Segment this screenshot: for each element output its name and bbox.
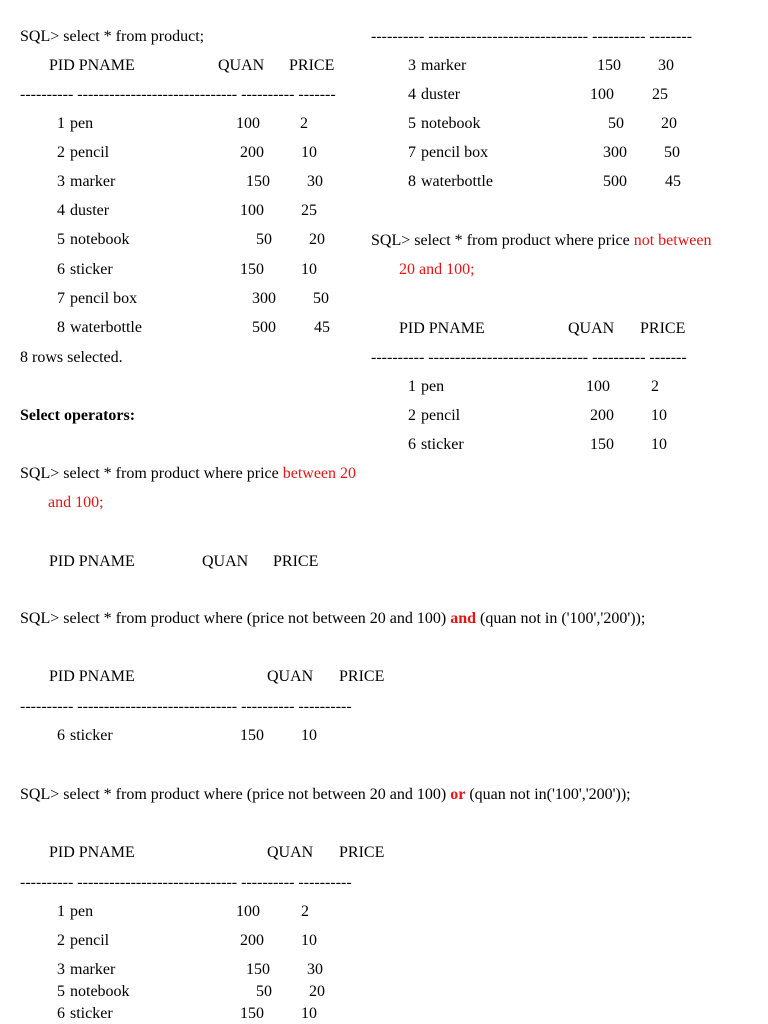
row-quan: 150 — [240, 261, 264, 278]
row-quan: 100 — [236, 115, 260, 132]
row-price: 10 — [301, 932, 317, 949]
query-select-all: SQL> select * from product; — [20, 28, 205, 45]
row-pid: 7 — [57, 290, 65, 307]
row-pid: 6 — [57, 727, 65, 744]
row-quan: 150 — [240, 727, 264, 744]
header-price: PRICE — [273, 553, 319, 570]
header-pid-pname: PID PNAME — [49, 57, 135, 74]
row-name: waterbottle — [70, 319, 142, 336]
row-name: sticker — [70, 1005, 113, 1022]
section-heading: Select operators: — [20, 407, 136, 424]
row-pid: 8 — [57, 319, 65, 336]
row-pid: 1 — [57, 903, 65, 920]
logical-operator: and — [450, 610, 477, 627]
row-pid: 5 — [57, 983, 65, 1000]
row-quan: 50 — [608, 115, 624, 132]
query-text: (quan not in('100','200')); — [465, 786, 631, 803]
row-quan: 200 — [240, 932, 264, 949]
row-price: 20 — [309, 983, 325, 1000]
row-price: 10 — [301, 144, 317, 161]
row-name: duster — [70, 202, 110, 219]
header-rule: ---------- ------------------------------ ---------- ---------- — [20, 874, 352, 891]
header-quan: QUAN — [568, 320, 615, 337]
row-quan: 50 — [256, 983, 272, 1000]
row-price: 45 — [665, 173, 681, 190]
row-quan: 300 — [252, 290, 276, 307]
highlighted-operator-continued: 20 and 100; — [399, 261, 475, 278]
row-quan: 100 — [236, 903, 260, 920]
header-pid-pname: PID PNAME — [49, 553, 135, 570]
header-price: PRICE — [339, 668, 385, 685]
row-name: pen — [70, 115, 94, 132]
row-price: 10 — [651, 436, 667, 453]
row-quan: 100 — [590, 86, 614, 103]
row-quan: 150 — [240, 1005, 264, 1022]
row-name: waterbottle — [421, 173, 493, 190]
row-quan: 150 — [246, 173, 270, 190]
highlighted-operator: not between — [633, 232, 712, 249]
header-pid-pname: PID PNAME — [399, 320, 485, 337]
query-not-between — [371, 231, 711, 251]
query-text: SQL> select * from product where (price not between 20 and 100) — [20, 786, 451, 803]
row-pid: 3 — [408, 57, 416, 74]
row-pid: 3 — [57, 173, 65, 190]
header-quan: QUAN — [218, 57, 265, 74]
row-pid: 2 — [408, 407, 416, 424]
row-price: 20 — [661, 115, 677, 132]
header-rule: ---------- ------------------------------ ---------- -------- — [371, 28, 693, 45]
query-text: SQL> select * from product where price — [20, 465, 283, 482]
row-quan: 300 — [603, 144, 627, 161]
query-text: (quan not in ('100','200')); — [476, 610, 646, 627]
row-name: notebook — [70, 231, 130, 248]
row-quan: 100 — [240, 202, 264, 219]
row-name: sticker — [70, 727, 113, 744]
row-name: pencil box — [421, 144, 489, 161]
row-pid: 6 — [57, 1005, 65, 1022]
row-name: pen — [70, 903, 94, 920]
header-price: PRICE — [640, 320, 686, 337]
row-name: marker — [70, 961, 116, 978]
header-quan: QUAN — [202, 553, 249, 570]
row-name: marker — [421, 57, 467, 74]
row-name: pencil box — [70, 290, 138, 307]
row-quan: 500 — [603, 173, 627, 190]
row-price: 10 — [301, 261, 317, 278]
rows-selected-footer: 8 rows selected. — [20, 349, 123, 366]
highlighted-operator-continued: and 100; — [48, 494, 104, 511]
header-quan: QUAN — [267, 668, 314, 685]
row-quan: 150 — [597, 57, 621, 74]
header-rule: ---------- ------------------------------ ---------- ------- — [371, 349, 687, 366]
row-price: 2 — [300, 115, 308, 132]
row-price: 10 — [301, 727, 317, 744]
row-name: sticker — [421, 436, 464, 453]
row-price: 45 — [314, 319, 330, 336]
row-name: pencil — [70, 932, 110, 949]
header-rule: ---------- ------------------------------ ---------- ------- — [20, 86, 336, 103]
header-quan: QUAN — [267, 844, 314, 861]
query-between — [20, 464, 356, 484]
row-quan: 50 — [256, 231, 272, 248]
row-price: 25 — [652, 86, 668, 103]
row-pid: 1 — [408, 378, 416, 395]
row-quan: 150 — [246, 961, 270, 978]
header-pid-pname: PID PNAME — [49, 844, 135, 861]
row-name: sticker — [70, 261, 113, 278]
row-name: pencil — [421, 407, 461, 424]
row-name: marker — [70, 173, 116, 190]
row-price: 50 — [664, 144, 680, 161]
row-quan: 200 — [590, 407, 614, 424]
row-price: 30 — [307, 173, 323, 190]
row-price: 30 — [307, 961, 323, 978]
row-pid: 8 — [408, 173, 416, 190]
row-price: 2 — [301, 903, 309, 920]
row-pid: 7 — [408, 144, 416, 161]
highlighted-operator: between 20 — [282, 465, 357, 482]
row-price: 2 — [651, 378, 659, 395]
row-pid: 2 — [57, 144, 65, 161]
row-price: 10 — [301, 1005, 317, 1022]
row-quan: 200 — [240, 144, 264, 161]
row-pid: 2 — [57, 932, 65, 949]
row-name: pencil — [70, 144, 110, 161]
row-quan: 100 — [586, 378, 610, 395]
row-pid: 6 — [57, 261, 65, 278]
row-pid: 1 — [57, 115, 65, 132]
row-name: pen — [421, 378, 445, 395]
row-pid: 6 — [408, 436, 416, 453]
query-text: SQL> select * from product where price — [371, 232, 634, 249]
row-name: notebook — [421, 115, 481, 132]
header-price: PRICE — [339, 844, 385, 861]
row-name: duster — [421, 86, 461, 103]
header-pid-pname: PID PNAME — [49, 668, 135, 685]
row-price: 20 — [309, 231, 325, 248]
row-pid: 3 — [57, 961, 65, 978]
header-rule: ---------- ------------------------------ ---------- ---------- — [20, 698, 352, 715]
logical-operator: or — [450, 786, 466, 803]
row-quan: 150 — [590, 436, 614, 453]
row-pid: 4 — [57, 202, 65, 219]
query-or — [20, 785, 631, 805]
row-quan: 500 — [252, 319, 276, 336]
row-name: notebook — [70, 983, 130, 1000]
row-price: 25 — [301, 202, 317, 219]
query-and — [20, 609, 645, 629]
row-pid: 4 — [408, 86, 416, 103]
row-price: 10 — [651, 407, 667, 424]
header-price: PRICE — [289, 57, 335, 74]
query-text: SQL> select * from product where (price not between 20 and 100) — [20, 610, 451, 627]
row-pid: 5 — [57, 231, 65, 248]
row-pid: 5 — [408, 115, 416, 132]
row-price: 30 — [658, 57, 674, 74]
row-price: 50 — [313, 290, 329, 307]
